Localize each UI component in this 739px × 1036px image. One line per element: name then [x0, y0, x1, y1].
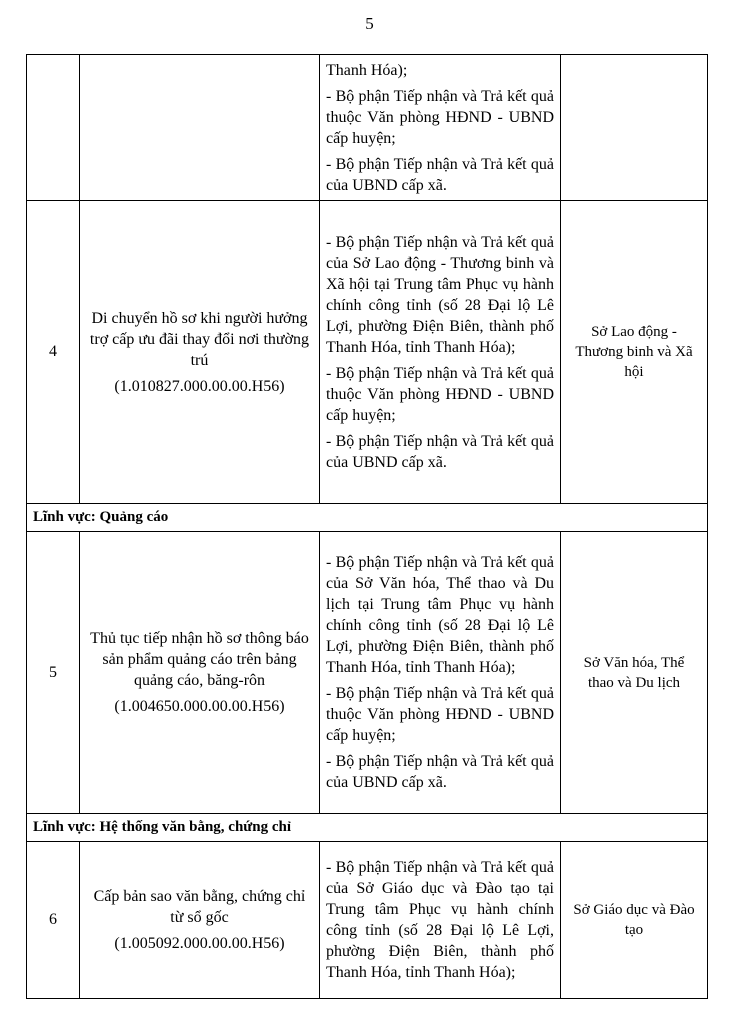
place-item: - Bộ phận Tiếp nhận và Trả kết quả thuộc Văn phòng HĐND - UBND cấp huyện; — [326, 87, 554, 147]
row-number: 4 — [27, 201, 80, 504]
department: Sở Văn hóa, Thể thao và Du lịch — [561, 532, 708, 814]
page-number: 5 — [365, 14, 374, 33]
procedure-title: Cấp bản sao văn bằng, chứng chỉ từ sổ gốc — [93, 888, 306, 926]
procedures-table — [26, 54, 708, 999]
place-item: - Bộ phận Tiếp nhận và Trả kết quả thuộc Văn phòng HĐND - UBND cấp huyện; — [326, 685, 554, 744]
submission-places — [320, 201, 561, 504]
submission-places — [320, 842, 561, 999]
procedure-code: (1.004650.000.00.00.H56) — [114, 698, 285, 715]
procedure-name — [80, 842, 320, 999]
submission-places — [320, 532, 561, 814]
procedure-name — [80, 532, 320, 814]
table-row — [27, 532, 708, 814]
department: Sở Giáo dục và Đào tạo — [561, 842, 708, 999]
department — [561, 55, 708, 201]
place-item: Thanh Hóa); — [326, 61, 408, 79]
section-heading: Lĩnh vực: Quảng cáo — [27, 504, 708, 532]
row-number: 5 — [27, 532, 80, 814]
place-item: - Bộ phận Tiếp nhận và Trả kết quả của UBND cấp xã. — [326, 155, 554, 194]
section-row — [27, 814, 708, 842]
section-row — [27, 504, 708, 532]
submission-places — [320, 55, 561, 201]
table-row — [27, 201, 708, 504]
table-row — [27, 55, 708, 201]
procedure-name — [80, 55, 320, 201]
department: Sở Lao động - Thương binh và Xã hội — [561, 201, 708, 504]
procedure-code: (1.010827.000.00.00.H56) — [114, 377, 285, 395]
place-item: - Bộ phận Tiếp nhận và Trả kết quả của Sở Giáo dục và Đào tạo tại Trung tâm Phục vụ hành chính công tỉnh (số 28 Đại lộ Lê Lợi, phường Điện Biên, thành phố Thanh Hóa, tỉnh Thanh Hóa); — [326, 859, 554, 981]
table-row — [27, 842, 708, 999]
place-item: - Bộ phận Tiếp nhận và Trả kết quả của UBND cấp xã. — [326, 432, 554, 471]
place-item: - Bộ phận Tiếp nhận và Trả kết quả của Sở Văn hóa, Thể thao và Du lịch tại Trung tâm Phục vụ hành chính công tỉnh (số 28 Đại lộ Lê Lợi, phường Điện Biên, thành phố Thanh Hóa, tỉnh Thanh Hóa); — [326, 554, 554, 676]
place-item: - Bộ phận Tiếp nhận và Trả kết quả của UBND cấp xã. — [326, 753, 554, 791]
procedure-title: Thủ tục tiếp nhận hồ sơ thông báo sản phẩm quảng cáo trên bảng quảng cáo, băng-rôn — [90, 630, 309, 689]
procedure-name — [80, 201, 320, 504]
place-item: - Bộ phận Tiếp nhận và Trả kết quả thuộc Văn phòng HĐND - UBND cấp huyện; — [326, 364, 554, 424]
section-heading: Lĩnh vực: Hệ thống văn bằng, chứng chỉ — [27, 814, 708, 842]
row-number: 6 — [27, 842, 80, 999]
procedure-title: Di chuyển hồ sơ khi người hưởng trợ cấp ưu đãi thay đổi nơi thường trú — [89, 309, 310, 369]
procedure-code: (1.005092.000.00.00.H56) — [114, 935, 285, 952]
place-item: - Bộ phận Tiếp nhận và Trả kết quả của Sở Lao động - Thương binh và Xã hội tại Trung tâm Phục vụ hành chính công tỉnh (số 28 Đại lộ Lê Lợi, phường Điện Biên, thành phố Thanh Hóa, tỉnh Thanh Hóa); — [326, 233, 554, 356]
row-number — [27, 55, 80, 201]
